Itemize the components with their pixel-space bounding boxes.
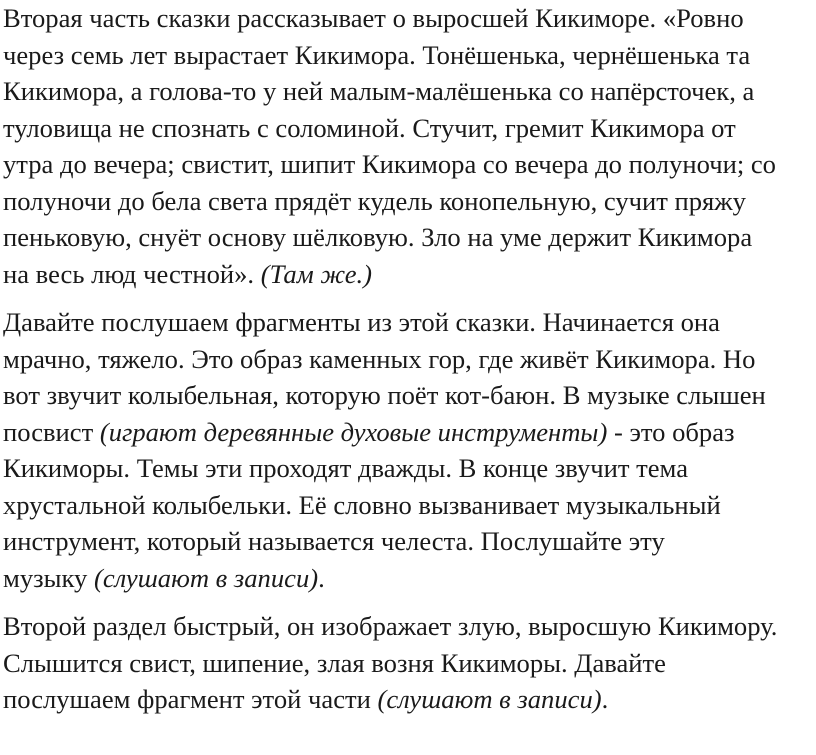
text-line: на весь люд честной».: [3, 258, 261, 289]
italic-note: (играют деревянные духовые инструменты): [99, 416, 608, 447]
text-line: туловища не спознать с соломиной. Стучит, гремит Кикимора от: [3, 112, 736, 143]
text-line: Слышится свист, шипение, злая возня Кикиморы. Давайте: [3, 647, 666, 678]
text-line-tail: .: [318, 562, 325, 593]
text-line: полуночи до бела света прядёт кудель конопельную, сучит пряжу: [3, 185, 746, 216]
paragraph-3: [3, 608, 813, 718]
text-line: - это образ: [607, 416, 735, 447]
text-line: Второй раздел быстрый, он изображает злую, выросшую Кикимору.: [3, 611, 778, 641]
italic-note: (слушают в записи): [377, 684, 602, 714]
italic-citation: (Там же.): [260, 258, 373, 289]
text-line: через семь лет вырастает Кикимора. Тонёшенька, чернёшенька та: [3, 39, 751, 70]
document-page: [3, 0, 813, 718]
text-line: пеньковую, снуёт основу шёлковую. Зло на уме держит Кикимора: [3, 222, 753, 252]
text-line: мрачно, тяжело. Это образ каменных гор, где живёт Кикимора. Но: [3, 343, 756, 374]
text-line: посвист: [3, 416, 100, 447]
text-line: Давайте послушаем фрагменты из этой сказки. Начинается она: [3, 307, 720, 337]
paragraph-1: [3, 0, 813, 292]
text-line: утра до вечера; свистит, шипит Кикимора со вечера до полуночи; со: [3, 149, 776, 179]
text-line-tail: .: [601, 684, 609, 714]
text-line: Кикиморы. Темы эти проходят дважды. В конце звучит тема: [3, 453, 688, 483]
text-line: музыку: [3, 562, 94, 593]
text-line: Кикимора, а голова-то у ней малым-малёшенька со напёрсточек, а: [3, 76, 755, 106]
italic-note: (слушают в записи): [94, 562, 319, 593]
text-line: инструмент, который называется челеста. Послушайте эту: [3, 526, 665, 556]
text-line: хрустальной колыбельки. Её словно вызванивает музыкальный: [3, 489, 721, 520]
text-line: Вторая часть сказки рассказывает о выросшей Кикиморе. «Ровно: [3, 3, 744, 33]
text-line: послушаем фрагмент этой части: [3, 684, 378, 714]
paragraph-2: [3, 304, 813, 596]
text-line: вот звучит колыбельная, которую поёт кот-баюн. В музыке слышен: [3, 380, 766, 410]
